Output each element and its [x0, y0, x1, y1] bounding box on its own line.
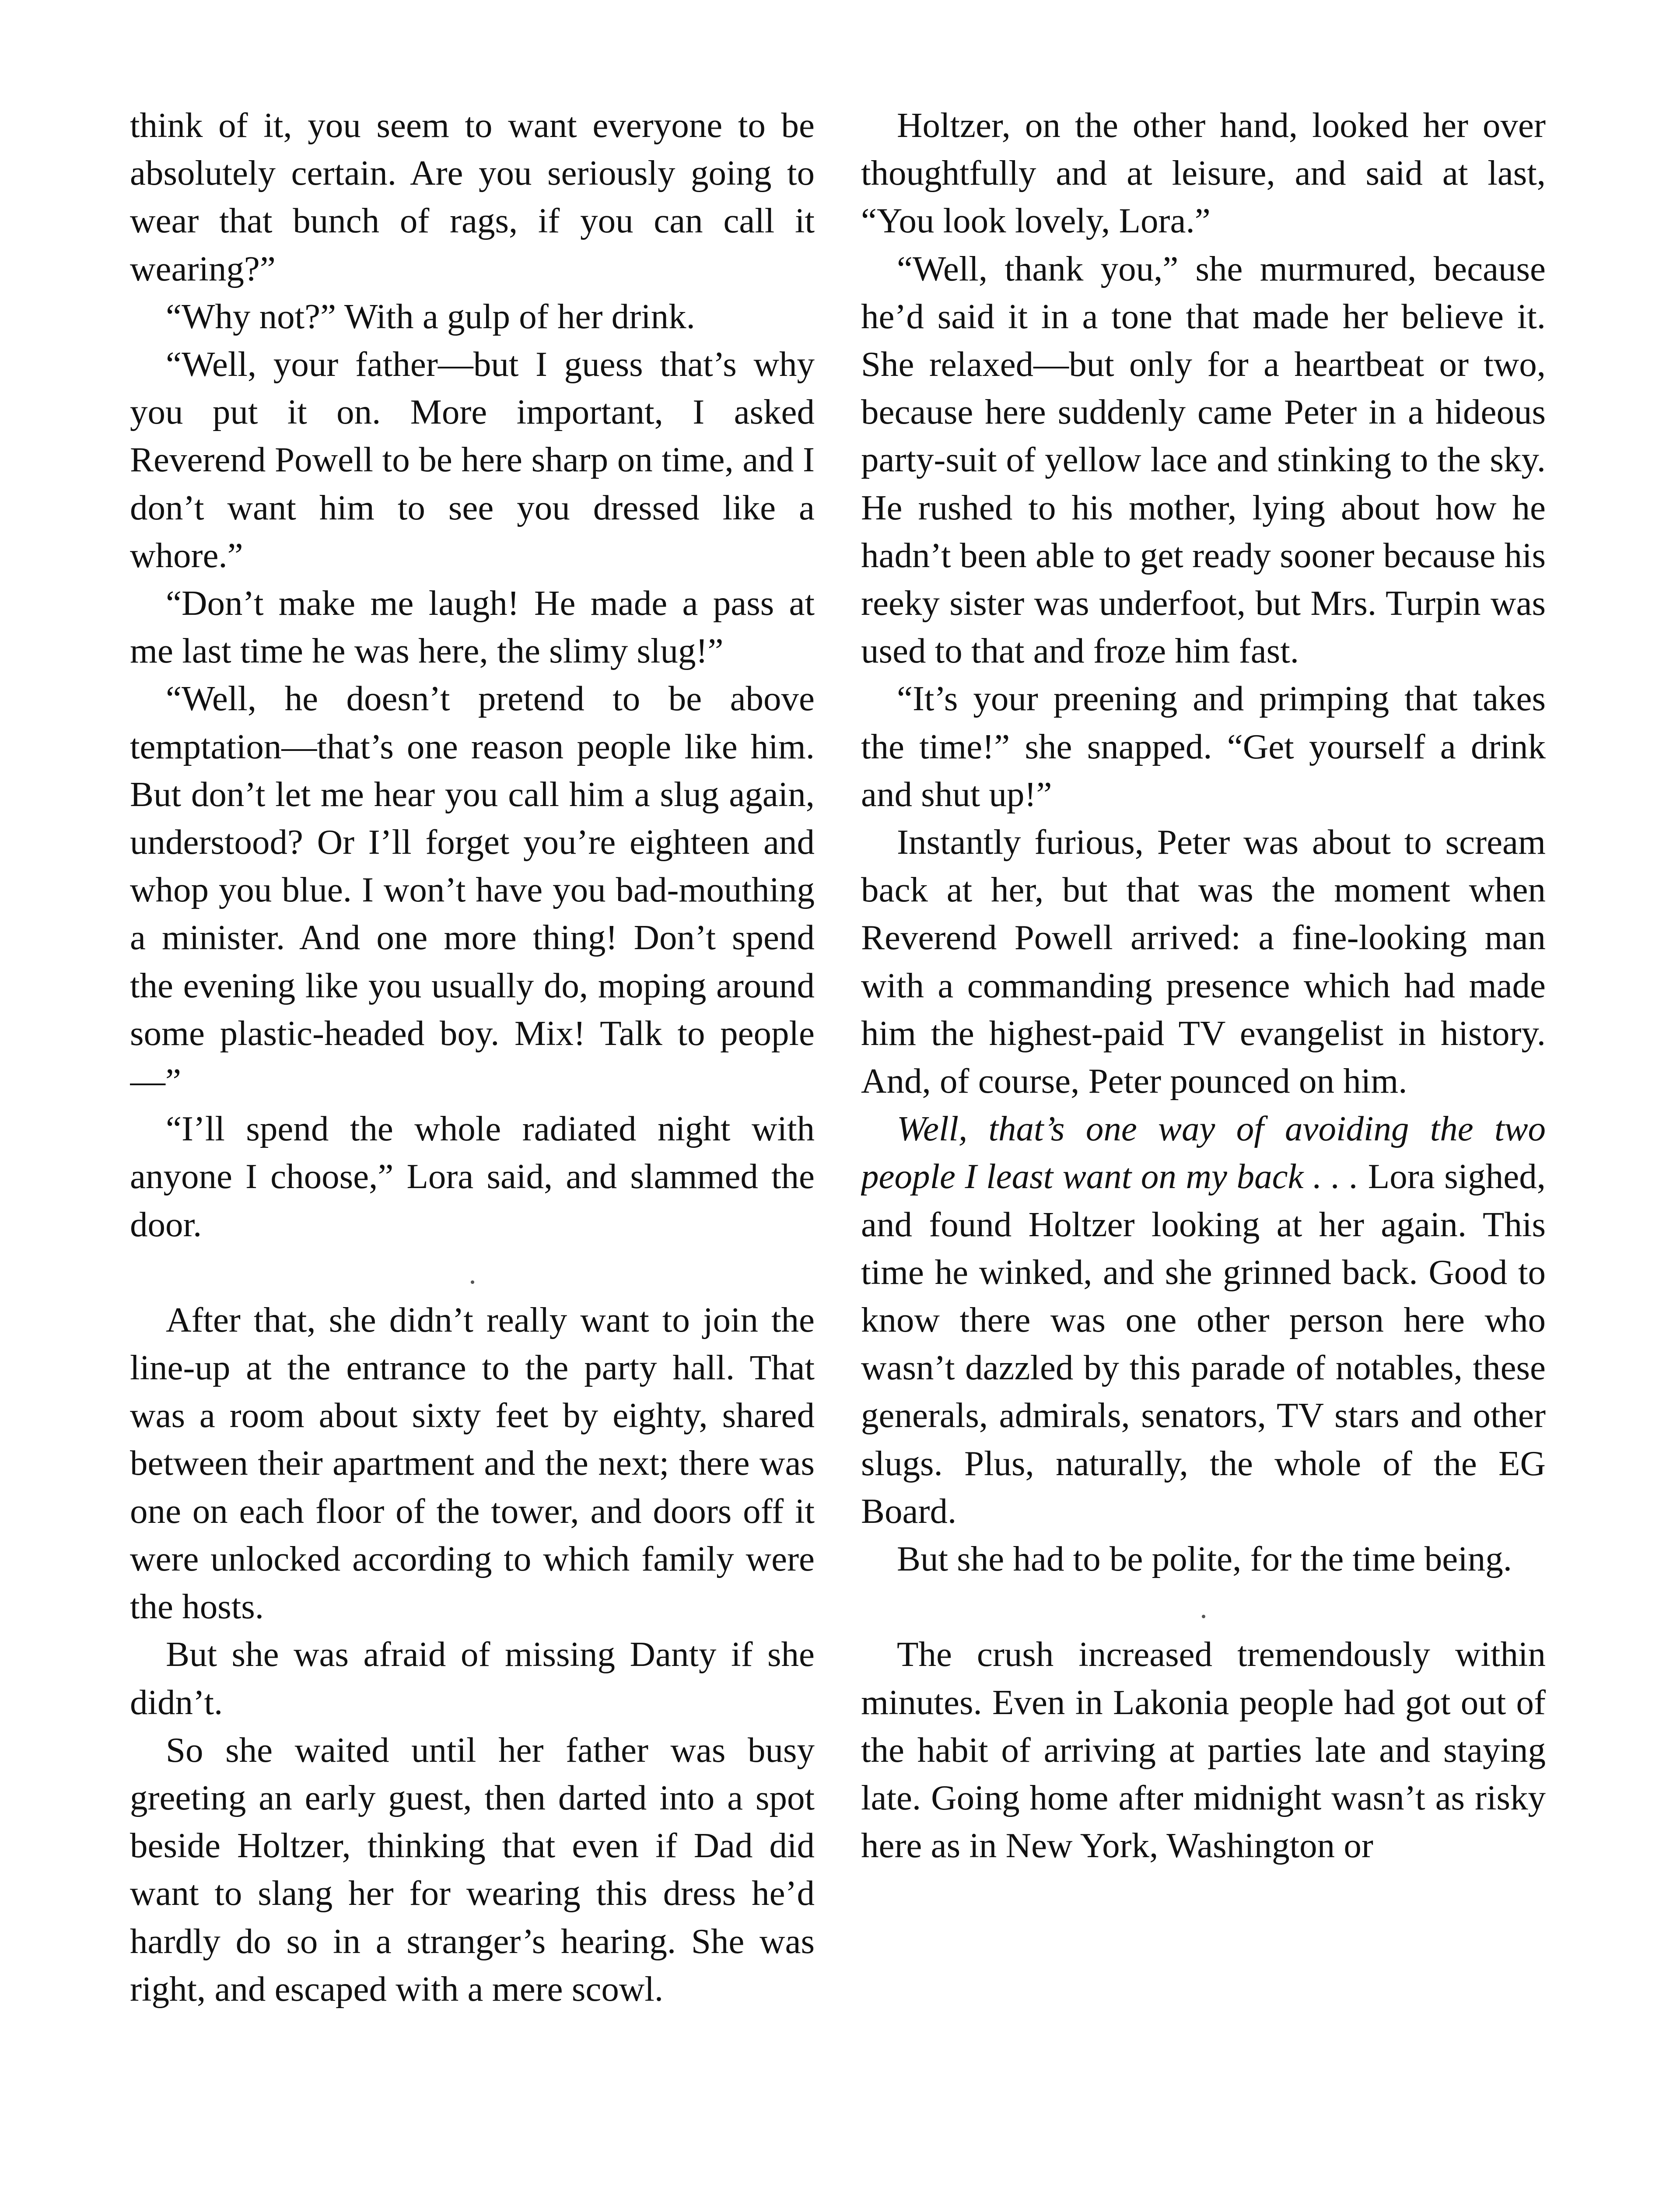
paragraph: “Well, he doesn’t pretend to be above temptation—that’s one reason people like him. But don’t let me hear you call him a slug again, understood? Or I’ll forget you’re eighteen and whop you blue. I won’t have you bad-mouthing a minister. And one more thing! Don’t spend the evening like you usually do, moping around some plastic-headed boy. Mix! Talk to people—”	[130, 679, 815, 1101]
paragraph: “Don’t make me laugh! He made a pass at me last time he was here, the slimy slug!”	[130, 583, 815, 671]
paragraph: “I’ll spend the whole radiated night with anyone I choose,” Lora said, and slammed the door.	[130, 1109, 815, 1244]
paragraph-with-thought	[861, 1105, 1546, 1535]
paragraph: But she had to be polite, for the time being.	[897, 1539, 1512, 1579]
paragraph: think of it, you seem to want everyone to be absolutely certain. Are you seriously going to wear that bunch of rags, if you can call it wearing?”	[130, 105, 815, 288]
paragraph: After that, she didn’t really want to join the line-up at the entrance to the party hall. That was a room about sixty feet by eighty, shared between their apartment and the next; there was one on each floor of the tower, and doors off it were unlocked according to which family were the hosts.	[130, 1300, 815, 1627]
italic-thought: Well, that’s one way of avoiding the two people I least want on my back . . .	[861, 1109, 1546, 1196]
scene-break-dot	[471, 1280, 474, 1284]
paragraph: Holtzer, on the other hand, looked her over thoughtfully and at leisure, and said at last, “You look lovely, Lora.”	[861, 105, 1546, 241]
scene-break-dot	[1202, 1615, 1205, 1618]
paragraph: “It’s your preening and primping that takes the time!” she snapped. “Get yourself a drink and shut up!”	[861, 679, 1546, 814]
scene-break	[861, 1583, 1546, 1630]
paragraph: But she was afraid of missing Danty if she didn’t.	[130, 1634, 815, 1722]
paragraph-continuation: Lora sighed, and found Holtzer looking at her again. This time he winked, and she grinned back. Good to know there was one other person here who wasn’t dazzled by this parade of notables, these generals, admirals, senators, TV stars and other slugs. Plus, naturally, the whole of the EG Board.	[861, 1157, 1546, 1531]
paragraph: So she waited until her father was busy greeting an early guest, then darted into a spot beside Holtzer, thinking that even if Dad did want to slang her for wearing this dress he’d hardly do so in a stranger’s hearing. She was right, and escaped with a mere scowl.	[130, 1730, 815, 2009]
paragraph: “Well, thank you,” she murmured, because he’d said it in a tone that made her believe it. She relaxed—but only for a heartbeat or two, because here suddenly came Peter in a hideous party-suit of yellow lace and stinking to the sky. He rushed to his mother, lying about how he hadn’t been able to get ready sooner because his reeky sister was underfoot, but Mrs. Turpin was used to that and froze him fast.	[861, 249, 1546, 671]
paragraph: “Well, your father—but I guess that’s why you put it on. More important, I asked Reverend Powell to be here sharp on time, and I don’t want him to see you dressed like a whore.”	[130, 344, 815, 575]
paragraph: Instantly furious, Peter was about to scream back at her, but that was the moment when Reverend Powell arrived: a fine-looking man with a commanding presence which had made him the highest-paid TV evangelist in history. And, of course, Peter pounced on him.	[861, 822, 1546, 1101]
right-text-column	[861, 102, 1546, 2188]
paragraph: “Why not?” With a gulp of her drink.	[166, 296, 695, 336]
left-text-column	[130, 102, 815, 2188]
paragraph: The crush increased tremendously within minutes. Even in Lakonia people had got out of the habit of arriving at parties late and staying late. Going home after midnight wasn’t as risky here as in New York, Washington or	[861, 1634, 1546, 1865]
scene-break	[130, 1248, 815, 1296]
